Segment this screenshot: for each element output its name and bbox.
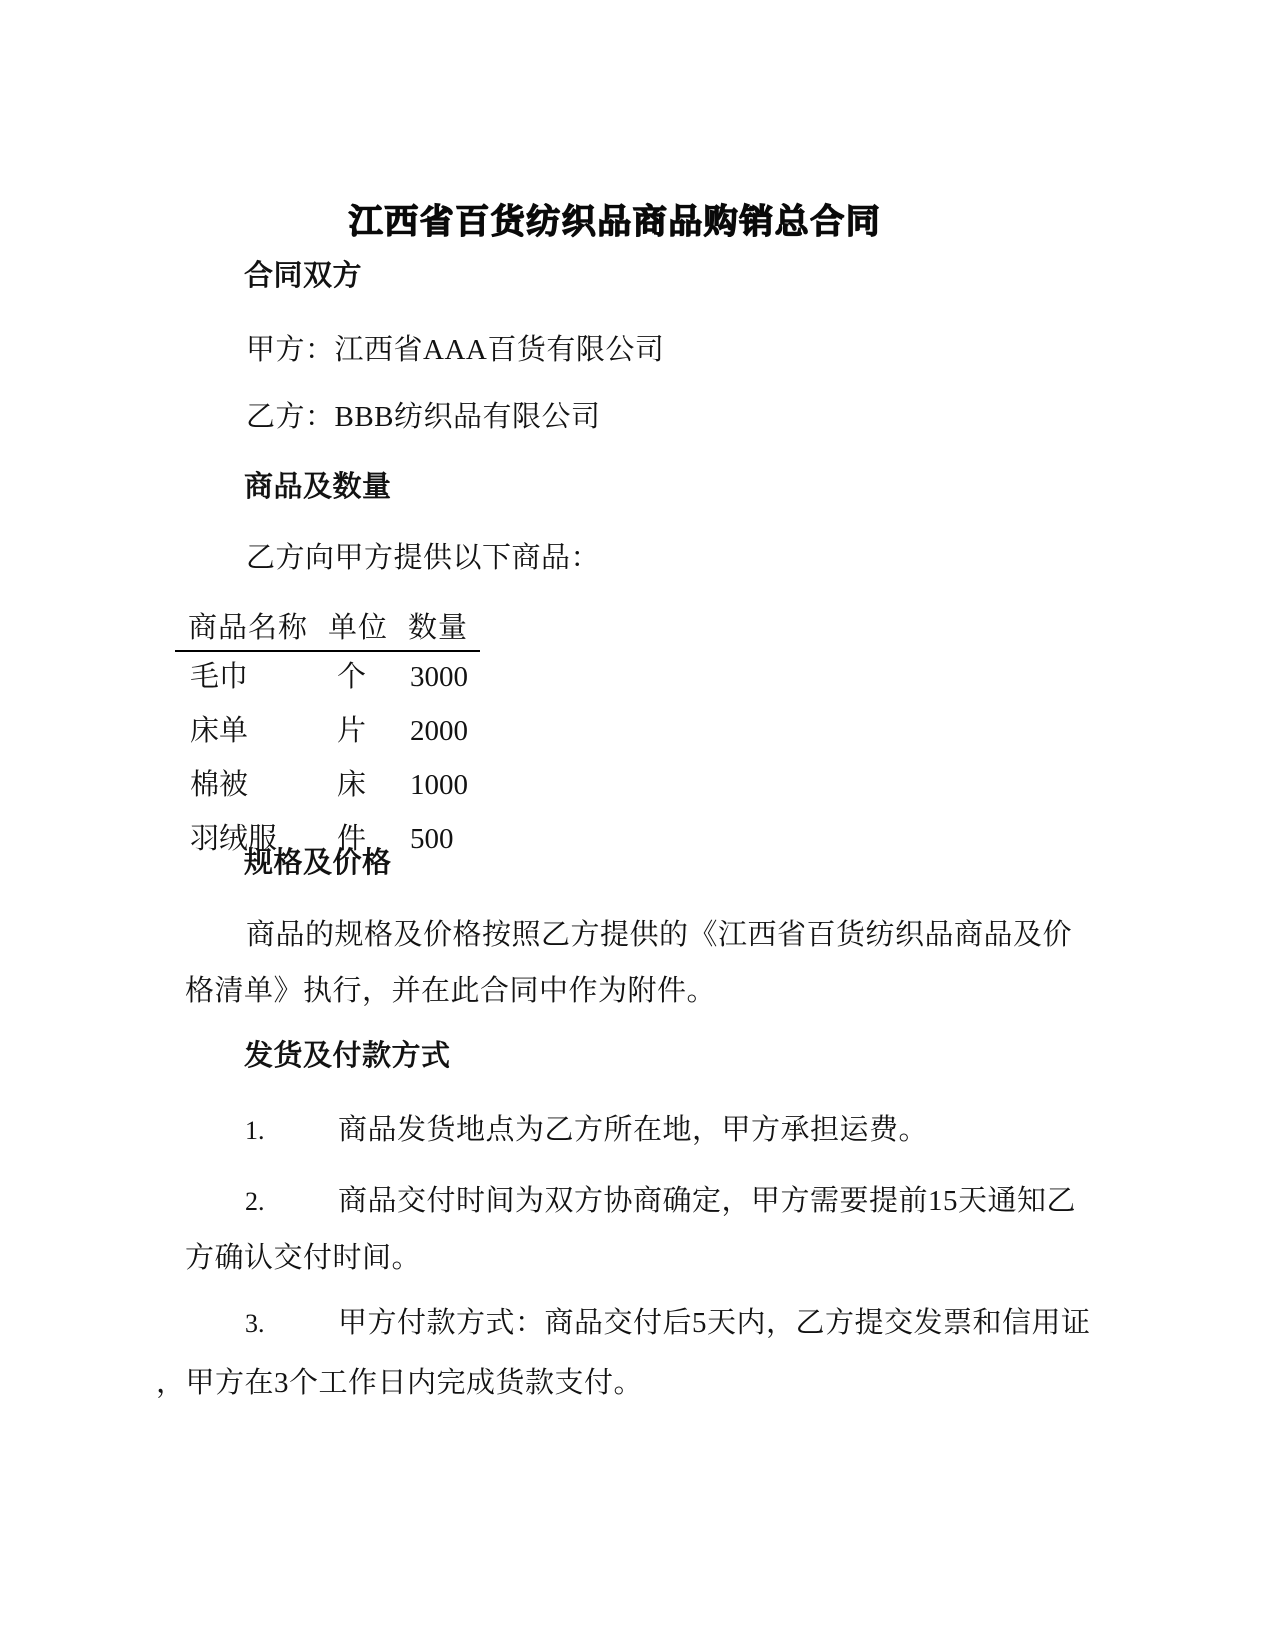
table-cell-qty: 3000 xyxy=(410,661,468,693)
list-item-1 xyxy=(245,1112,928,1149)
table-cell-qty: 2000 xyxy=(410,715,468,747)
list-item-2 xyxy=(245,1183,1076,1220)
column-header-qty: 数量 xyxy=(407,601,480,651)
party-a-line: 甲方：江西省AAA百货有限公司 xyxy=(246,334,665,366)
table-cell-unit: 床 xyxy=(337,769,367,801)
list-item-3 xyxy=(245,1305,1091,1342)
list-item-2-continuation: 方确认交付时间。 xyxy=(185,1242,422,1274)
section-heading-parties: 合同双方 xyxy=(244,260,363,292)
table-row xyxy=(175,760,480,814)
table-row xyxy=(175,706,480,760)
table-cell-name: 棉被 xyxy=(190,769,249,801)
table-cell-qty: 500 xyxy=(410,823,454,855)
table-cell-name: 羽绒服 xyxy=(190,823,278,855)
section-heading-delivery-payment: 发货及付款方式 xyxy=(244,1040,451,1072)
table-cell-name: 床单 xyxy=(190,715,249,747)
table-cell-name: 毛巾 xyxy=(190,661,249,693)
table-cell-qty: 1000 xyxy=(410,769,468,801)
table-cell-unit: 片 xyxy=(337,715,367,747)
list-item-3-text: 甲方付款方式：商品交付后5天内，乙方提交发票和信用证 xyxy=(338,1307,1091,1339)
spec-price-line-1: 商品的规格及价格按照乙方提供的《江西省百货纺织品商品及价 xyxy=(246,919,1073,951)
column-header-unit: 单位 xyxy=(325,601,407,651)
list-item-2-text: 商品交付时间为双方协商确定，甲方需要提前15天通知乙 xyxy=(338,1185,1077,1217)
party-b-line: 乙方：BBB纺织品有限公司 xyxy=(246,401,601,433)
table-row xyxy=(175,651,480,706)
section-heading-spec-price: 规格及价格 xyxy=(244,847,392,879)
section-heading-goods: 商品及数量 xyxy=(244,471,392,503)
list-item-3-continuation: ，甲方在3个工作日内完成货款支付。 xyxy=(156,1367,644,1399)
document-title: 江西省百货纺织品商品购销总合同 xyxy=(348,203,882,241)
list-item-3-number: 3. xyxy=(245,1309,265,1338)
table-header-row xyxy=(175,601,480,651)
table-cell-unit: 件 xyxy=(337,823,367,855)
spec-price-line-2: 格清单》执行，并在此合同中作为附件。 xyxy=(185,975,717,1007)
table-cell-unit: 个 xyxy=(337,661,367,693)
list-item-1-text: 商品发货地点为乙方所在地，甲方承担运费。 xyxy=(338,1114,929,1146)
column-header-name: 商品名称 xyxy=(175,601,325,651)
list-item-2-number: 2. xyxy=(245,1187,265,1216)
goods-intro-line: 乙方向甲方提供以下商品： xyxy=(246,542,601,574)
goods-table xyxy=(175,601,480,868)
list-item-1-number: 1. xyxy=(245,1116,265,1145)
